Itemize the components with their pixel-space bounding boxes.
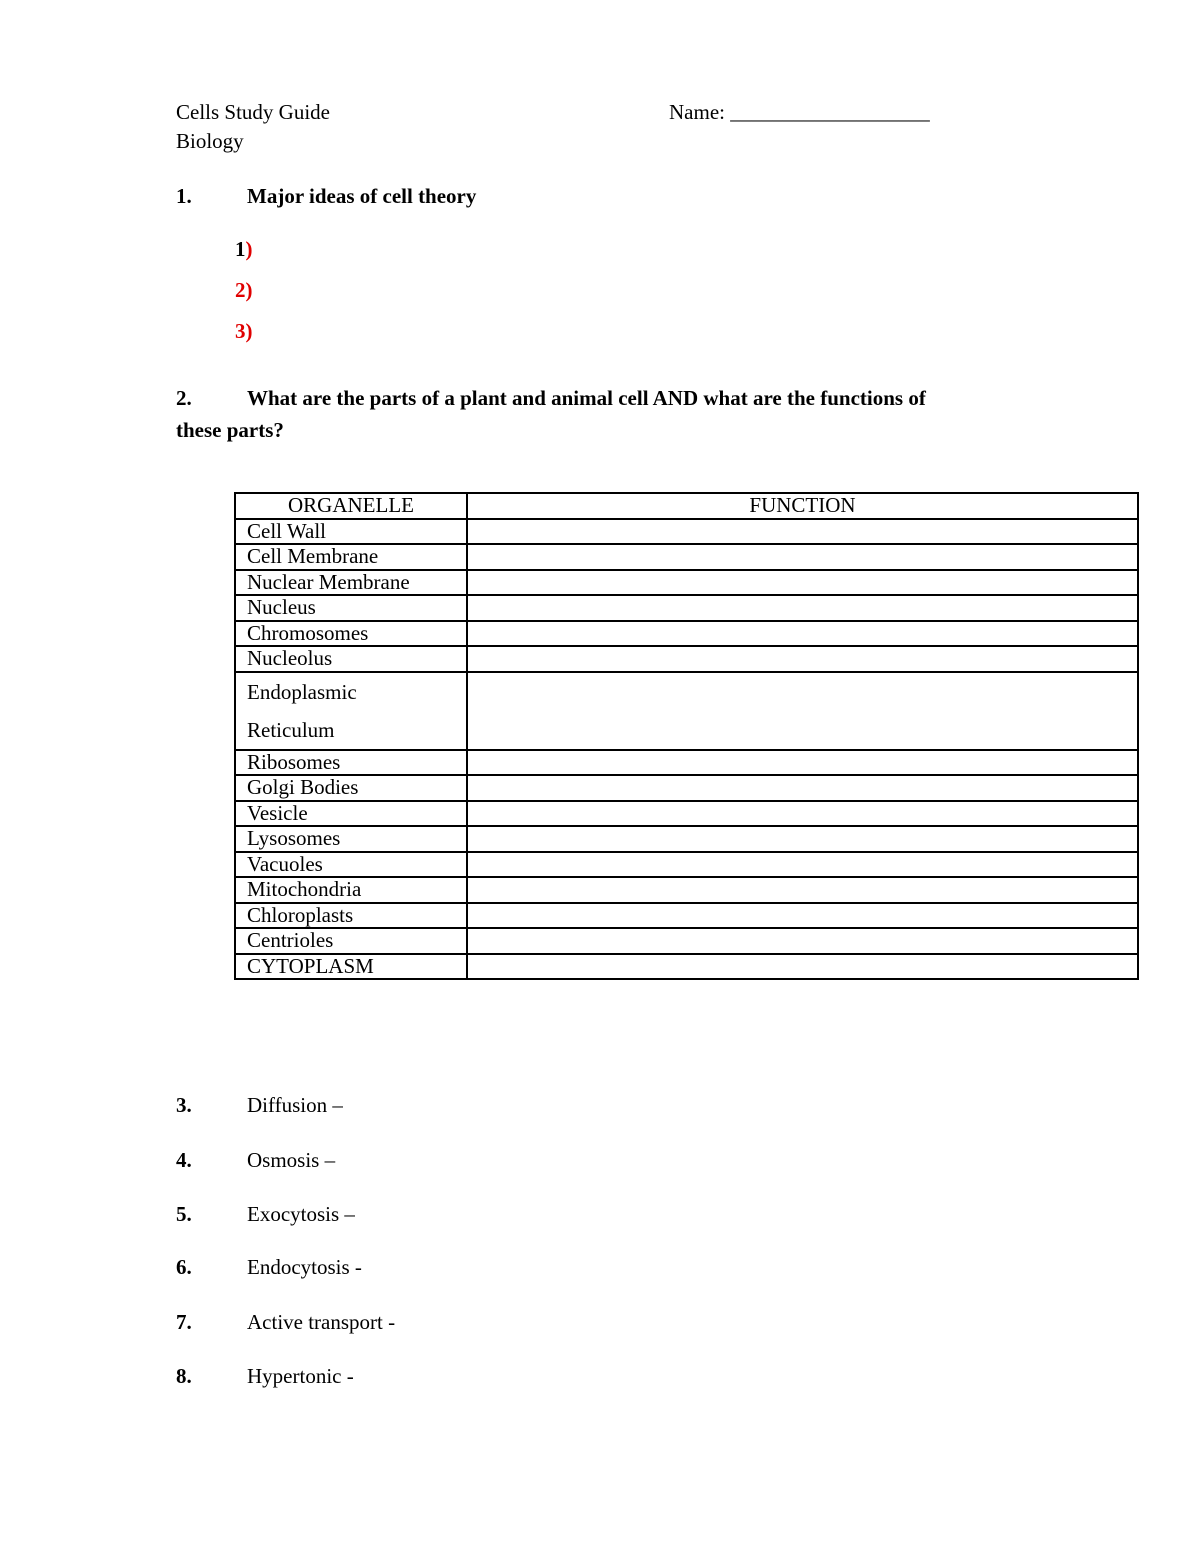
term-number: 4. [176, 1148, 192, 1172]
name-blank: ___________________ [730, 100, 930, 124]
idea-number: 2 [235, 278, 246, 302]
organelle-cell: Lysosomes [235, 826, 467, 852]
idea-paren: ) [245, 237, 253, 261]
organelle-cell: Vacuoles [235, 852, 467, 878]
organelle-cell: Golgi Bodies [235, 775, 467, 801]
idea-paren: ) [245, 278, 253, 302]
organelle-cell: Chloroplasts [235, 903, 467, 929]
term-label: Exocytosis – [247, 1202, 355, 1226]
cell-theory-idea-1 [235, 236, 253, 262]
function-cell[interactable] [467, 750, 1138, 776]
function-cell[interactable] [467, 852, 1138, 878]
table-row [235, 903, 1138, 929]
function-cell[interactable] [467, 877, 1138, 903]
organelle-cell: Vesicle [235, 801, 467, 827]
idea-number: 3 [235, 319, 246, 343]
term-number: 5. [176, 1202, 192, 1226]
function-cell[interactable] [467, 570, 1138, 596]
organelle-cell [235, 672, 467, 750]
term-number: 8. [176, 1364, 192, 1388]
table-row [235, 852, 1138, 878]
function-cell[interactable] [467, 519, 1138, 545]
term-label: Active transport - [247, 1310, 396, 1334]
function-cell[interactable] [467, 801, 1138, 827]
organelle-cell: Cell Wall [235, 519, 467, 545]
table-row [235, 646, 1138, 672]
function-cell[interactable] [467, 595, 1138, 621]
function-cell[interactable] [467, 928, 1138, 954]
table-row [235, 954, 1138, 980]
question-2-number: 2. [176, 386, 192, 410]
organelle-cell: Chromosomes [235, 621, 467, 647]
question-2-line-2: these parts? [176, 418, 284, 442]
table-row [235, 621, 1138, 647]
name-label: Name: [669, 100, 725, 124]
organelle-line-1: Endoplasmic [247, 679, 357, 704]
function-cell[interactable] [467, 826, 1138, 852]
term-number: 6. [176, 1255, 192, 1279]
organelle-cell: Nuclear Membrane [235, 570, 467, 596]
table-row [235, 519, 1138, 545]
function-header: FUNCTION [467, 493, 1138, 519]
table-row [235, 672, 1138, 750]
term-number: 7. [176, 1310, 192, 1334]
table-row [235, 775, 1138, 801]
function-cell[interactable] [467, 775, 1138, 801]
organelle-cell: Centrioles [235, 928, 467, 954]
function-cell[interactable] [467, 954, 1138, 980]
organelle-line-2: Reticulum [247, 717, 335, 742]
term-label: Diffusion – [247, 1093, 343, 1117]
term-label: Endocytosis - [247, 1255, 362, 1279]
organelle-cell: Nucleus [235, 595, 467, 621]
table-row [235, 928, 1138, 954]
term-label: Osmosis – [247, 1148, 336, 1172]
function-cell[interactable] [467, 672, 1138, 750]
organelle-header: ORGANELLE [235, 493, 467, 519]
table-header-row [235, 493, 1138, 519]
term-label: Hypertonic - [247, 1364, 354, 1388]
table-row [235, 544, 1138, 570]
organelle-cell: Mitochondria [235, 877, 467, 903]
idea-number: 1 [235, 237, 246, 261]
term-number: 3. [176, 1093, 192, 1117]
cell-theory-idea-3 [235, 318, 253, 344]
organelle-cell: CYTOPLASM [235, 954, 467, 980]
organelle-cell: Cell Membrane [235, 544, 467, 570]
cell-theory-idea-2 [235, 277, 253, 303]
subject-label: Biology [176, 129, 244, 153]
idea-paren: ) [245, 319, 253, 343]
function-cell[interactable] [467, 903, 1138, 929]
function-cell[interactable] [467, 544, 1138, 570]
function-cell[interactable] [467, 646, 1138, 672]
table-row [235, 595, 1138, 621]
question-2-line-1: What are the parts of a plant and animal cell AND what are the functions of [247, 386, 926, 410]
table-row [235, 877, 1138, 903]
organelle-table [234, 492, 1139, 980]
organelle-cell: Ribosomes [235, 750, 467, 776]
organelle-cell: Nucleolus [235, 646, 467, 672]
name-field[interactable] [669, 98, 930, 126]
table-row [235, 826, 1138, 852]
function-cell[interactable] [467, 621, 1138, 647]
table-row [235, 570, 1138, 596]
document-title: Cells Study Guide [176, 100, 331, 124]
table-row [235, 801, 1138, 827]
question-1-text: Major ideas of cell theory [247, 184, 477, 208]
question-1-number: 1. [176, 184, 192, 208]
table-row [235, 750, 1138, 776]
